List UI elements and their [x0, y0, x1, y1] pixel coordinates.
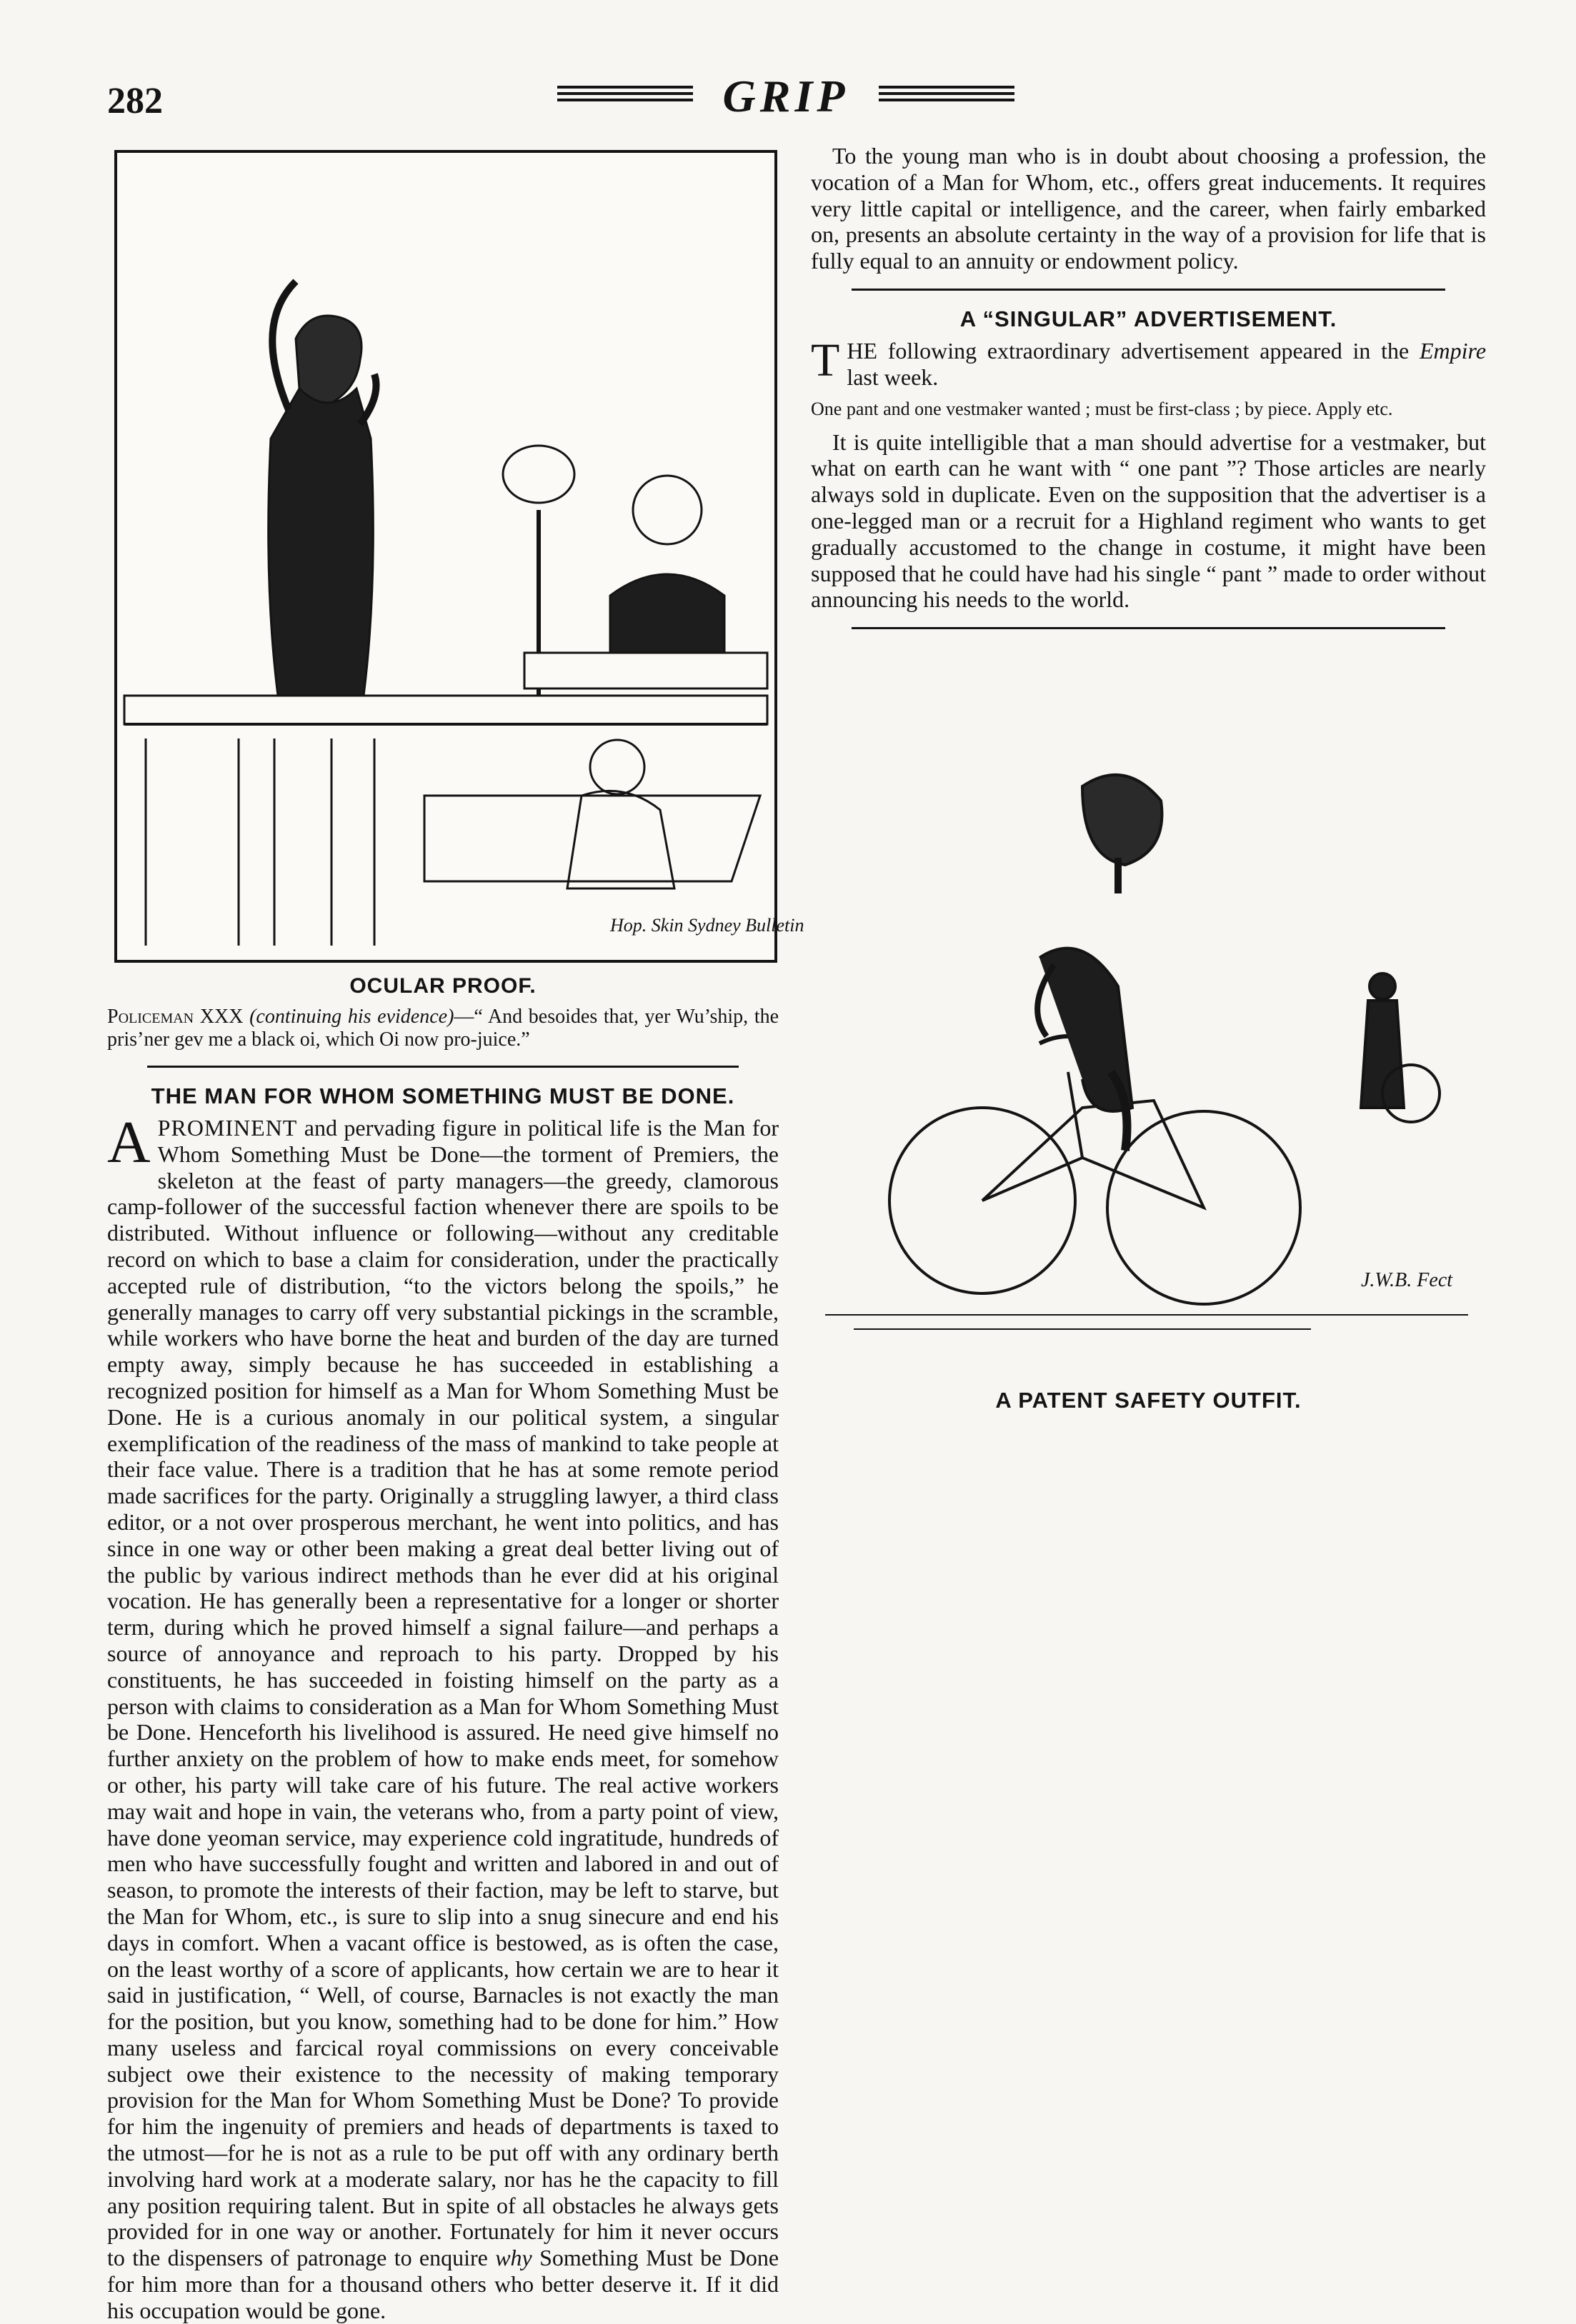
bicycle-illustration — [811, 643, 1486, 1379]
cartoon1-caption — [107, 1006, 779, 1051]
caption-speaker: Policeman XXX — [107, 1006, 244, 1028]
article2-title: A “SINGULAR” ADVERTISEMENT. — [959, 306, 1337, 331]
masthead-rule-left — [557, 86, 693, 107]
section-divider-2 — [852, 289, 1446, 291]
cartoon1-caption-title: OCULAR PROOF. — [349, 974, 537, 998]
advertisement-text: One pant and one vestmaker wanted ; must be first-class ; by piece. Apply etc. — [811, 398, 1393, 419]
masthead-title: GRIP — [722, 71, 849, 121]
article1-body — [107, 1109, 779, 2324]
article1-p2: To the young man who is in doubt about choosing a profession, the vocation of a Man for Whom, etc., offers great inducements. It requires very little capital or intelligence, and the career, when fairly embarked on, presents an absolute certainty in the way of a provision for life that is fully equal to an annuity or endowment policy. — [811, 143, 1486, 274]
article2-intro: HE following extraordinary advertisement appeared in the — [847, 337, 1410, 364]
article1-lead: PROMINENT — [157, 1115, 298, 1141]
article2-intro-end: last week. — [847, 364, 939, 390]
cartoon1-signature: Hop. Skin Sydney Bulletin — [610, 915, 804, 936]
cartoon2-caption: A PATENT SAFETY OUTFIT. — [995, 1388, 1302, 1413]
left-column — [107, 150, 804, 2324]
article2-newspaper: Empire — [1420, 337, 1487, 364]
section-divider — [147, 1066, 738, 1068]
page-number: 282 — [107, 81, 163, 121]
article2-dropcap: T — [811, 334, 840, 386]
article2-paragraph: It is quite intelligible that a man should advertise for a vestmaker, but what on earth can he want with “ one pant ”? Those articles are nearly always sold in duplicate. Even on the supposition that the advertiser is a one-legged man or a recruit for a Highland regiment who wants to get gradually accustomed to the change in costume, it might have been supposed that he could have had his single “ pant ” made to order without announcing his needs to the world. — [811, 429, 1486, 613]
section-divider-3 — [852, 627, 1446, 629]
article1-dropcap: A — [107, 1109, 151, 1176]
courtroom-illustration — [117, 153, 804, 960]
article1-continued — [811, 143, 1486, 274]
article1-p1: and pervading figure in political life is the Man for Whom Something Must be Done—the torment of Premiers, the skeleton at the feast of party managers—the greedy, clamorous camp-follower of the successful faction whenever there are spoils to be distributed. Without influence or following—without any creditable record on which to base a claim for consideration, under the practically accepted rule of distribution, “to the victors belong the spoils,” he generally manages to carry off very substantial pickings in the scramble, while workers who have borne the heat and burden of the day are turned empty away, simply because he has succeeded in establishing a recognized position for himself as a Man for Whom Something Must be Done. He is a curious anomaly in our political system, a singular exemplification of the readiness of the mass of mankind to take people at their face value. There is a tradition that he has at some remote period made sacrifices for the party. Originally a struggling lawyer, a third class editor, or a not over prosperous merchant, he went into politics, and has since in one way or other been making a great deal better living out of the public by various indirect methods than he ever did at his original vocation. He has generally been a representative for a longer or shorter term, during which he proved himself a signal failure—and perhaps a source of annoyance and reproach to his party. Dropped by his constituents, he has succeeded in foisting himself on the party as a person with claims to consideration as a Man for Whom Something Must be Done. Henceforth his livelihood is assured. He need give himself no further anxiety on the problem of how to make ends meet, for somehow or other, his party will take care of his future. The real active workers may wait and hope in vain, the veterans who, from a party point of view, have done yeoman service, may experience cold ingratitude, hundreds of men who have successfully fought and written and labored in and out of season, to promote the interests of their faction, may be left to starve, but the Man for Whom, etc., is sure to slip into a snug sinecure and end his days in comfort. When a vacant office is bestowed, as is often the case, on the least worthy of a score of applicants, how certain we are to hear it said in justification, “ Well, of course, Barnacles is not exactly the man for the position, but you know, something had to be done for him.” How many useless and farcical royal commissions on every conceivable subject owe their existence to the necessity of making temporary provision for the Man for Whom Something Must be Done? To provide for him the ingenuity of premiers and heads of departments is taxed to the utmost—for he is not as a rule to be put off with any ordinary berth involving hard work at a moderate salary, nor has he the capacity to fill any position requiring talent. But in spite of all obstacles he always gets provided for in one way or another. Fortunately for him it never occurs to the dispensers of patronage to enquire — [107, 1115, 779, 2271]
caption-stage-direction: (continuing his evidence) — [249, 1006, 454, 1028]
masthead-rule-right — [879, 86, 1014, 107]
courtroom-cartoon — [114, 150, 804, 963]
article2-body — [811, 334, 1487, 613]
cartoon2-signature: J.W.B. Fect — [1361, 1269, 1453, 1292]
masthead — [557, 66, 1014, 130]
page-header — [0, 66, 1576, 130]
article1-title: THE MAN FOR WHOM SOMETHING MUST BE DONE. — [151, 1083, 735, 1108]
right-column — [811, 143, 1486, 1413]
bicycle-cartoon — [811, 643, 1486, 1379]
caption-body: —“ And besoides that, yer Wu’ship, the pris’ner gev me a black oi, which Oi now pro-juice.” — [107, 1006, 779, 1051]
article1-p1-end: Something Must be Done for him more than for a thousand others who better deserve it. If it did his occupation would be gone. — [107, 2245, 779, 2323]
article1-emphasis: why — [495, 2245, 532, 2271]
